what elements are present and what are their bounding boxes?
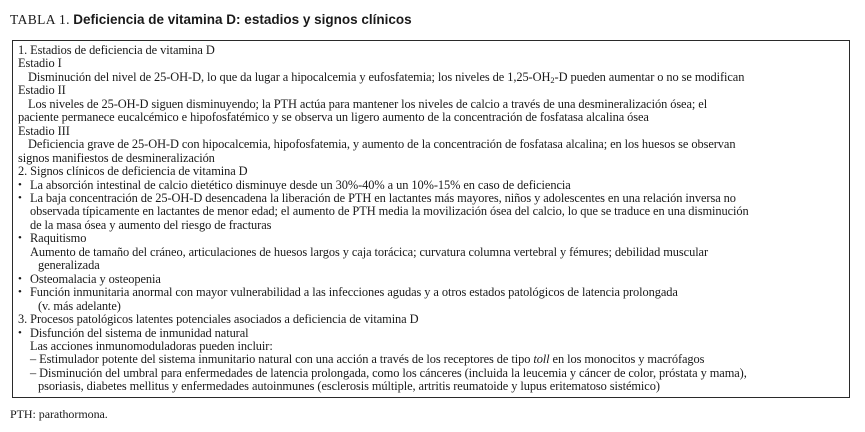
bullet-icon: • bbox=[18, 272, 22, 285]
table-text-line: observada típicamente en lactantes de menor edad; el aumento de PTH media la movilización ósea del calcio, lo que se traduce en una disminución bbox=[30, 204, 749, 219]
table-text-line: – Disminución del umbral para enfermedades de latencia prolongada, como los cánceres (incluida la leucemia y cáncer de color, próstata y mama), bbox=[30, 365, 747, 380]
table-text-line: paciente permanece eucalcémico e hipofosfatémico y se observa un ligero aumento de la concentración de fosfatasa alcalina ósea bbox=[18, 110, 649, 125]
bullet-icon: • bbox=[18, 326, 22, 339]
table-text-line: Disminución del nivel de 25-OH-D, lo que da lugar a hipocalcemia y eufosfatemia; los niveles de $1,25-OH_2-D$ pueden aumentar o no se modifican bbox=[28, 69, 745, 85]
table-text-line: de la masa ósea y aumento del riesgo de fracturas bbox=[30, 217, 272, 232]
table-text-line: Las acciones inmunomoduladoras pueden incluir: bbox=[30, 338, 273, 353]
table-text-line: signos manifiestos de desmineralización bbox=[18, 150, 215, 165]
table-text-line: – Estimulador potente del sistema inmunitario natural con una acción a través de los receptores de tipo toll en los monocitos y macrófagos bbox=[30, 352, 705, 367]
bullet-icon: • bbox=[18, 191, 22, 204]
table-caption-label: TABLA 1. bbox=[10, 12, 70, 27]
table-body bbox=[16, 44, 845, 394]
table-bullet-line: • Disfunción del sistema de inmunidad natural bbox=[18, 325, 249, 340]
table-text-line: generalizada bbox=[38, 258, 100, 273]
table-bullet-line: • La absorción intestinal de calcio dietético disminuye desde un 30%-40% a un 10%-15% en caso de deficiencia bbox=[18, 177, 571, 192]
table-bullet-line: • Osteomalacia y osteopenia bbox=[18, 271, 161, 286]
table-text-line: Estadio III bbox=[18, 123, 70, 138]
table-text-line: (v. más adelante) bbox=[38, 298, 121, 313]
table-caption bbox=[10, 11, 412, 28]
table-text-line: Aumento de tamaño del cráneo, articulaciones de huesos largos y caja torácica; curvatura columna vertebral y fémures; debilidad muscular bbox=[30, 244, 709, 259]
table-footnote: PTH: parathormona. bbox=[10, 407, 108, 421]
table-text-line: Estadio I bbox=[18, 56, 62, 71]
table-text-line: Estadio II bbox=[18, 83, 66, 98]
bullet-icon: • bbox=[18, 178, 22, 191]
table-bullet-line: • La baja concentración de 25-OH-D desencadena la liberación de PTH en lactantes más mayores, niños y adolescentes en una relación inversa no bbox=[18, 190, 736, 205]
bullet-icon: • bbox=[18, 286, 22, 299]
bullet-icon: • bbox=[18, 232, 22, 245]
table-bullet-line: • Raquitismo bbox=[18, 231, 87, 246]
table-text-line: Los niveles de 25-OH-D siguen disminuyendo; la PTH actúa para mantener los niveles de calcio a través de una desmineralización ósea; el bbox=[28, 96, 708, 111]
table-text-line: 3. Procesos patológicos latentes potenciales asociados a deficiencia de vitamina D bbox=[18, 312, 419, 327]
table-text-line: 2. Signos clínicos de deficiencia de vitamina D bbox=[18, 164, 248, 179]
table-text-line: psoriasis, diabetes mellitus y enfermedades autoinmunes (esclerosis múltiple, artritis reumatoide y lupus eritematoso sistémico) bbox=[38, 379, 660, 394]
table-caption-title: Deficiencia de vitamina D: estadios y signos clínicos bbox=[73, 12, 412, 27]
table-box bbox=[12, 40, 850, 398]
table-text-line: Deficiencia grave de 25-OH-D con hipocalcemia, hipofosfatemia, y aumento de la concentración de fosfatasa alcalina; en los huesos se observan bbox=[28, 137, 736, 152]
table-bullet-line: • Función inmunitaria anormal con mayor vulnerabilidad a las infecciones agudas y a otros estados patológicos de latencia prolongada bbox=[18, 285, 678, 300]
table-text-line: 1. Estadios de deficiencia de vitamina D bbox=[18, 43, 215, 57]
